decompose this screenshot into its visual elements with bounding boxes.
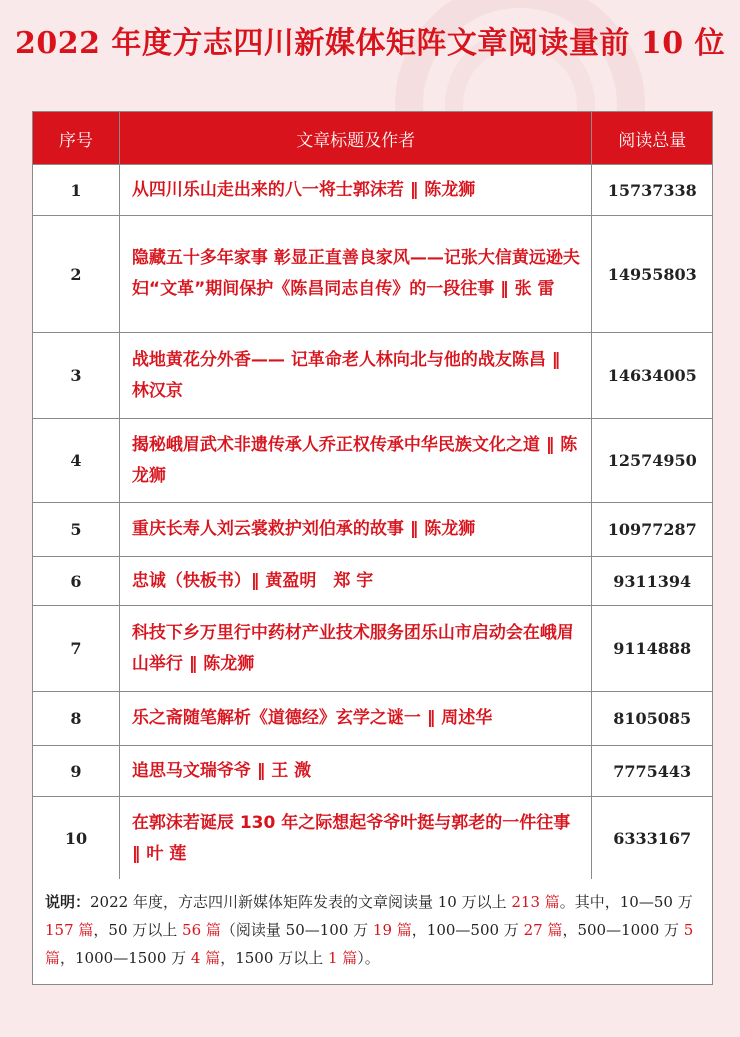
note-text: 2022 年度，方志四川新媒体矩阵发表的文章阅读量 10 万以上 [90,893,512,911]
row-no: 1 [33,165,120,216]
row-title: 重庆长寿人刘云裳救护刘伯承的故事 ‖ 陈龙狮 [119,503,592,557]
table-row [33,333,713,419]
note-count: 4 篇 [190,949,221,967]
table-row [33,692,713,746]
note-count: 27 篇 [523,921,563,939]
table-row [33,216,713,333]
row-reads: 9311394 [592,557,713,606]
row-no: 5 [33,503,120,557]
row-reads: 9114888 [592,606,713,692]
row-no: 4 [33,419,120,503]
row-title: 乐之斋随笔解析《道德经》玄学之谜一 ‖ 周述华 [119,692,592,746]
row-reads: 6333167 [592,797,713,881]
note-count: 19 篇 [372,921,412,939]
row-reads: 8105085 [592,692,713,746]
note-text: ，50 万以上 [93,921,183,939]
row-title: 科技下乡万里行中药材产业技术服务团乐山市启动会在峨眉山举行 ‖ 陈龙狮 [119,606,592,692]
row-reads: 14955803 [592,216,713,333]
ranking-table [32,111,713,881]
row-no: 7 [33,606,120,692]
table-row [33,165,713,216]
table-row [33,797,713,881]
header-no: 序号 [33,112,120,165]
row-title: 在郭沫若诞辰 130 年之际想起爷爷叶挺与郭老的一件往事 ‖ 叶 莲 [119,797,592,881]
header-title: 文章标题及作者 [119,112,592,165]
note-count: 56 篇 [182,921,221,939]
note-count: 157 篇 [45,921,94,939]
row-no: 6 [33,557,120,606]
row-title: 从四川乐山走出来的八一将士郭沫若 ‖ 陈龙狮 [119,165,592,216]
header-reads: 阅读总量 [592,112,713,165]
row-title: 忠诚（快板书）‖ 黄盈明 郑 宇 [119,557,592,606]
row-reads: 15737338 [592,165,713,216]
table-row [33,419,713,503]
row-no: 9 [33,746,120,797]
note-text: ，1500 万以上 [220,949,328,967]
row-title: 揭秘峨眉武术非遗传承人乔正权传承中华民族文化之道 ‖ 陈龙狮 [119,419,592,503]
row-reads: 10977287 [592,503,713,557]
row-no: 8 [33,692,120,746]
note-text: （阅读量 50—100 万 [220,921,373,939]
row-no: 2 [33,216,120,333]
page-title: 2022 年度方志四川新媒体矩阵文章阅读量前 10 位 [14,26,726,61]
row-reads: 7775443 [592,746,713,797]
table-header-row [33,112,713,165]
note-text: ，100—500 万 [411,921,524,939]
table-row [33,746,713,797]
row-title: 隐藏五十多年家事 彰显正直善良家风——记张大信黄远逊夫妇“文革”期间保护《陈昌同志自传》的一段往事 ‖ 张 雷 [119,216,592,333]
note-count: 213 篇 [511,893,560,911]
note-text: ，1000—1500 万 [60,949,191,967]
note-text: 。其中，10—50 万 [559,893,693,911]
note-count: 5 篇 [45,921,694,967]
table-row [33,606,713,692]
row-title: 追思马文瑞爷爷 ‖ 王 溦 [119,746,592,797]
summary-note [32,879,713,985]
row-no: 3 [33,333,120,419]
note-label: 说明： [45,893,91,911]
table-row [33,503,713,557]
row-title: 战地黄花分外香—— 记革命老人林向北与他的战友陈昌 ‖ 林汉京 [119,333,592,419]
note-text: ）。 [357,949,380,967]
note-count: 1 篇 [327,949,358,967]
table-row [33,557,713,606]
note-text: ，500—1000 万 [562,921,684,939]
row-no: 10 [33,797,120,881]
row-reads: 14634005 [592,333,713,419]
row-reads: 12574950 [592,419,713,503]
